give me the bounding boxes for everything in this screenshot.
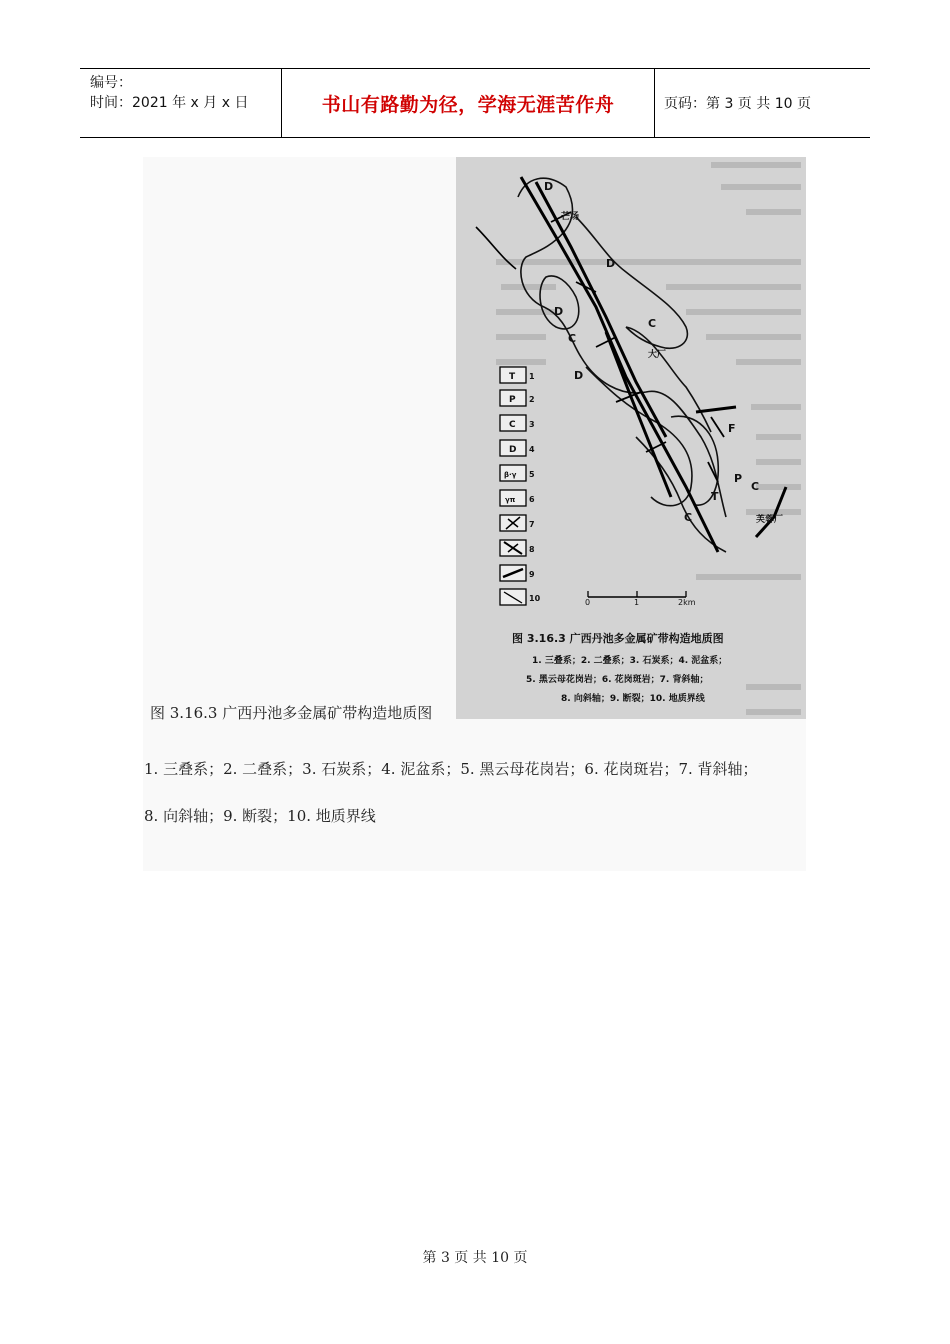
legend-box-label: γπ <box>505 496 516 504</box>
scan-caption-title: 图 3.16.3 广西丹池多金属矿带构造地质图 <box>512 632 724 645</box>
date-label: 时间：2021 年 x 月 x 日 <box>90 95 249 111</box>
legend-box-label: C <box>509 420 516 430</box>
page-footer: 第 3 页 共 10 页 <box>422 1250 528 1266</box>
legend-number: 7 <box>529 520 535 529</box>
legend-number: 6 <box>529 495 535 504</box>
legend-box-label: T <box>509 372 516 382</box>
stratum-label-c: C <box>648 317 657 330</box>
legend-box-label: P <box>509 395 516 405</box>
legend-number: 10 <box>529 594 541 603</box>
legend-number: 5 <box>529 470 535 479</box>
place-label-furong: 芙蓉厂 <box>756 515 784 525</box>
scan-caption-line: 8. 向斜轴；9. 断裂；10. 地质界线 <box>561 694 705 704</box>
scan-caption-line: 1. 三叠系；2. 二叠系；3. 石炭系；4. 泥盆系； <box>532 656 728 666</box>
scale-tick-1: 1 <box>634 598 640 607</box>
legend-text-line: 8. 向斜轴；9. 断裂；10. 地质界线 <box>144 807 376 825</box>
place-label-mangchang: 芒场 <box>561 212 580 222</box>
stratum-label-c: C <box>751 480 760 493</box>
legend-number: 2 <box>529 395 535 404</box>
stratum-label-d: D <box>606 257 616 270</box>
header-motto: 书山有路勤为径，学海无涯苦作舟 <box>321 93 615 116</box>
page-header <box>80 68 870 138</box>
geological-map-figure <box>456 157 806 719</box>
header-meta <box>90 73 248 113</box>
legend-number: 3 <box>529 420 535 429</box>
scale-tick-0: 0 <box>585 598 591 607</box>
legend-number: 1 <box>529 372 535 381</box>
scan-caption-line: 5. 黑云母花岗岩；6. 花岗斑岩；7. 背斜轴； <box>526 675 709 685</box>
legend-number: 8 <box>529 545 535 554</box>
stratum-label-d: D <box>574 369 584 382</box>
legend-box-label: D <box>509 445 517 455</box>
number-label: 编号： <box>90 75 132 91</box>
place-label-dachang: 大厂 <box>648 350 667 360</box>
legend-number: 9 <box>529 570 535 579</box>
stratum-label-t: T <box>711 490 719 503</box>
stratum-label-p: P <box>734 472 743 485</box>
legend-number: 4 <box>529 445 535 454</box>
page-info: 页码：第 3 页 共 10 页 <box>664 96 811 112</box>
stratum-label-c: C <box>684 511 693 524</box>
stratum-label-d: D <box>554 305 564 318</box>
figure-caption: 图 3.16.3 广西丹池多金属矿带构造地质图 <box>150 704 433 722</box>
stratum-label-f: F <box>728 422 736 435</box>
stratum-label-d: D <box>544 180 554 193</box>
legend-box-label: β·γ <box>504 471 517 479</box>
legend-text-line: 1. 三叠系；2. 二叠系；3. 石炭系；4. 泥盆系；5. 黑云母花岗岩；6. 花岗斑岩；7. 背斜轴； <box>144 760 758 778</box>
header-divider <box>654 69 655 137</box>
stratum-label-c: C <box>568 332 577 345</box>
scale-tick-2: 2km <box>678 598 696 607</box>
